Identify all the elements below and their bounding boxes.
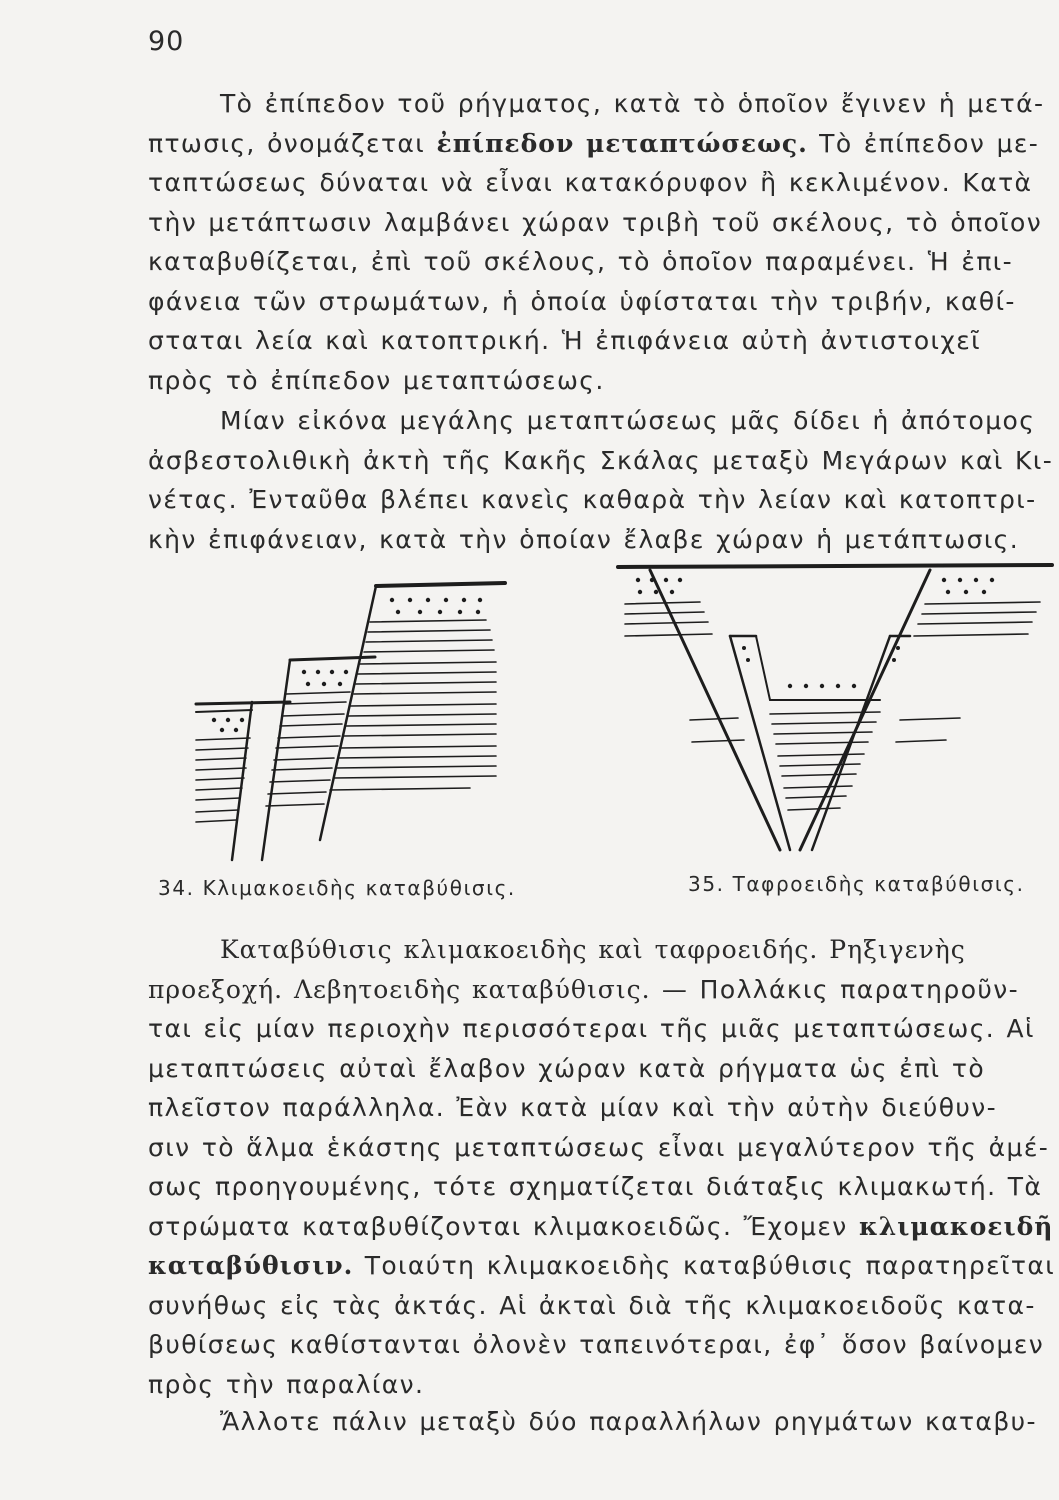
text-line: νέτας. Ἐνταῦθα βλέπει κανεὶς καθαρὰ τὴν λείαν καὶ κατοπτρι- — [148, 485, 1037, 514]
text-line: σταται λεία καὶ κατοπτρική. Ἡ ἐπιφάνεια αὐτὴ ἀντιστοιχεῖ — [148, 326, 981, 355]
text-line: μεταπτώσεις αὐταὶ ἔλαβον χώραν κατὰ ρήγματα ὡς ἐπὶ τὸ — [148, 1053, 986, 1083]
text-line: καταβυθίζεται, ἐπὶ τοῦ σκέλους, τὸ ὁποῖον παραμένει. Ἡ ἐπι- — [148, 247, 1014, 276]
figure-34-step-faults — [196, 583, 505, 860]
text-line: προεξοχή. Λεβητοειδὴς καταβύθισις. — Πολλάκις παρατηροῦν- — [148, 974, 1020, 1004]
text-line: βυθίσεως καθίστανται ὀλονὲν ταπεινότεραι, ἐφ᾽ ὅσον βαίνομεν — [148, 1330, 1045, 1359]
figure-35-caption: 35. Ταφροειδὴς καταβύθισις. — [688, 872, 1025, 896]
paragraph-step-faults — [148, 930, 1056, 1404]
text-line — [148, 930, 1038, 970]
section-heading: Καταβύθισις κλιμακοειδὴς καὶ ταφροειδής. Ρηξιγενὴς — [220, 935, 966, 964]
text-line: σως προηγουμένης, τότε σχηματίζεται διάταξις κλιμακωτή. Τὰ — [148, 1172, 1043, 1201]
text-line: φάνεια τῶν στρωμάτων, ἡ ὁποία ὑφίσταται τὴν τριβήν, καθί- — [148, 286, 1016, 316]
term-step-subsidence-cont: καταβύθισιν. — [148, 1251, 354, 1280]
text-line: πρὸς τὴν παραλίαν. — [148, 1369, 425, 1399]
text-line: Τὸ ἐπίπεδον τοῦ ρήγματος, κατὰ τὸ ὁποῖον ἔγινεν ἡ μετά- — [220, 89, 1045, 118]
page-number: 90 — [148, 26, 185, 57]
section-heading-cont: προεξοχή. Λεβητοειδὴς καταβύθισις. — [148, 974, 651, 1004]
text-line: συνήθως εἰς τὰς ἀκτάς. Αἱ ἀκταὶ διὰ τῆς κλιμακοειδοῦς κατα- — [148, 1290, 1036, 1320]
text-line: τὴν μετάπτωσιν λαμβάνει χώραν τριβὴ τοῦ σκέλους, τὸ ὁποῖον — [148, 207, 1043, 237]
text-line: καταβύθισιν. Τοιαύτη κλιμακοειδὴς καταβύθισις παρατηρεῖται — [148, 1251, 1056, 1280]
paragraph-graben — [148, 1402, 1038, 1442]
text-line: ἀσβεστολιθικὴ ἀκτὴ τῆς Κακῆς Σκάλας μεταξὺ Μεγάρων καὶ Κι- — [148, 445, 1054, 475]
text-line: κὴν ἐπιφάνειαν, κατὰ τὴν ὁποίαν ἔλαβε χώραν ἡ μετάπτωσις. — [148, 524, 1020, 554]
text-line: πρὸς τὸ ἐπίπεδον μεταπτώσεως. — [148, 365, 605, 395]
figure-34-caption: 34. Κλιμακοειδὴς καταβύθισις. — [158, 876, 516, 900]
text-line: Μίαν εἰκόνα μεγάλης μεταπτώσεως μᾶς δίδει ἡ ἀπότομος — [220, 406, 1036, 435]
beds-right-block — [330, 620, 496, 790]
term-fault-plane: ἐπίπεδον μεταπτώσεως. — [436, 128, 808, 158]
text-line: Ἄλλοτε πάλιν μεταξὺ δύο παραλλήλων ρηγμάτων καταβυ- — [220, 1407, 1037, 1436]
text-line: σιν τὸ ἅλμα ἑκάστης μεταπτώσεως εἶναι μεγαλύτερον τῆς ἀμέ- — [148, 1132, 1050, 1162]
text-line: ταπτώσεως δύναται νὰ εἶναι κατακόρυφον ἢ κεκλιμένον. Κατὰ — [148, 168, 1033, 197]
term-step-subsidence: κλιμακοειδῆ — [858, 1211, 1054, 1241]
text-line: στρώματα καταβυθίζονται κλιμακοειδῶς. Ἔχομεν κλιμακοειδῆ — [148, 1211, 1054, 1241]
graben-dots — [636, 578, 994, 688]
figure-35-graben — [618, 565, 1052, 850]
text-line: πλεῖστον παράλληλα. Ἐὰν κατὰ μίαν καὶ τὴν αὐτὴν διεύθυν- — [148, 1093, 998, 1122]
text-line: ται εἰς μίαν περιοχὴν περισσότεραι τῆς μιᾶς μεταπτώσεως. Αἱ — [148, 1014, 1035, 1043]
text-line: πτωσις, ὀνομάζεται ἐπίπεδον μεταπτώσεως. Τὸ ἐπίπεδον με- — [148, 128, 1040, 158]
